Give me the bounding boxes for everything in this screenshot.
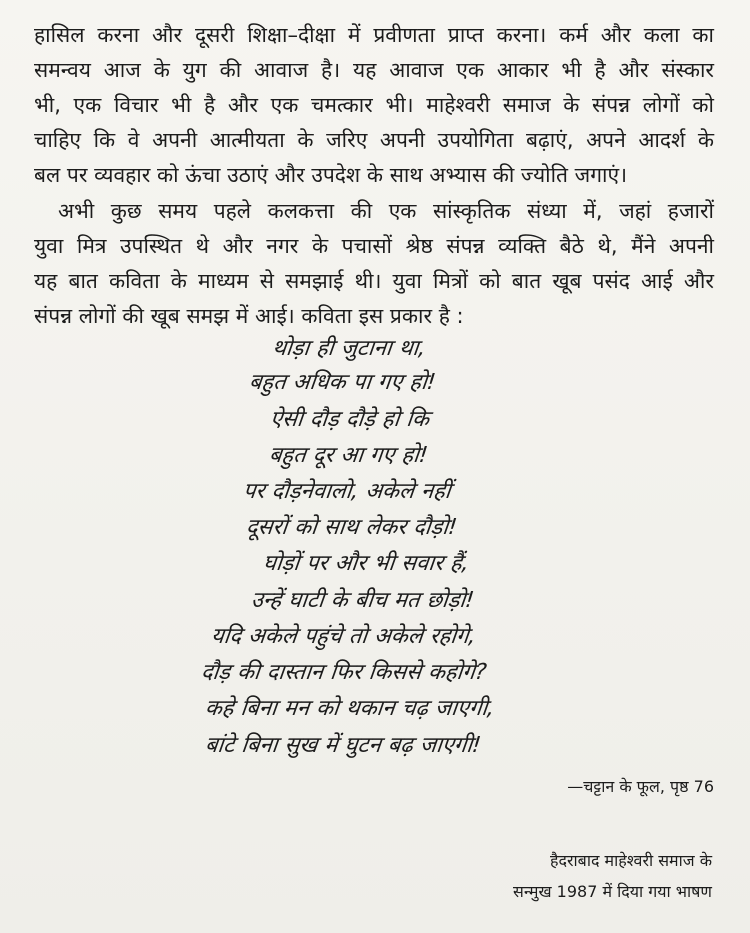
footer-line-1: हैदराबाद माहेश्वरी समाज के [550, 851, 712, 870]
paragraph-line: युवा मित्र उपस्थित थे और नगर के पचासों श्रेष्ठ संपन्न व्यक्ति बैठे थे, मैंने अपनी [34, 234, 714, 258]
poem-line: पर दौड़नेवालो, अकेले नहीं [241, 479, 452, 504]
paragraph-1 [34, 18, 714, 193]
paragraph-line: अभी कुछ समय पहले कलकत्ता की एक सांस्कृतिक संध्या में, जहां हजारों [58, 199, 714, 223]
paragraph-line: हासिल करना और दूसरी शिक्षा–दीक्षा में प्रवीणता प्राप्त करना। कर्म और कला का [34, 23, 714, 47]
paragraph-2 [34, 194, 714, 334]
poem-line: उन्हें घाटी के बीच मत छोड़ो! [249, 588, 476, 613]
paragraph-line: चाहिए कि वे अपनी आत्मीयता के जरिए अपनी उपयोगिता बढ़ाएं, अपने आदर्श के [34, 128, 714, 152]
paragraph-line: समन्वय आज के युग की आवाज है। यह आवाज एक आकार भी है और संस्कार [34, 58, 714, 82]
poem-line: बहुत अधिक पा गए हो! [247, 370, 438, 395]
paragraph-line: यह बात कविता के माध्यम से समझाई थी। युवा मित्रों को बात खूब पसंद आई और [34, 269, 714, 293]
poem-line: कहे बिना मन को थकान चढ़ जाएगी, [203, 696, 496, 721]
paragraph-line: बल पर व्यवहार को ऊंचा उठाएं और उपदेश के साथ अभ्यास की ज्योति जगाएं। [34, 163, 628, 187]
poem-line: बांटे बिना सुख में घुटन बढ़ जाएगी! [203, 733, 483, 758]
poem-line: यदि अकेले पहुंचे तो अकेले रहोगे, [209, 624, 477, 649]
poem-line: दौड़ की दास्तान फिर किससे कहोगे? [199, 660, 488, 685]
poem-line: ऐसी दौड़ दौड़े हो कि [268, 407, 431, 432]
footer-line-2: सन्मुख 1987 में दिया गया भाषण [513, 882, 712, 901]
poem-line: थोड़ा ही जुटाना था, [270, 336, 427, 361]
paragraph-line: भी, एक विचार भी है और एक चमत्कार भी। माहेश्वरी समाज के संपन्न लोगों को [34, 93, 714, 117]
poem-attribution: —चट्टान के फूल, पृष्ठ 76 [567, 777, 714, 796]
poem-line: बहुत दूर आ गए हो! [267, 443, 430, 468]
paragraph-line: संपन्न लोगों की खूब समझ में आई। कविता इस प्रकार है : [34, 304, 464, 328]
poem-line: घोड़ों पर और भी सवार हैं, [261, 551, 471, 576]
poem-line: दूसरों को साथ लेकर दौड़ो! [244, 515, 459, 540]
